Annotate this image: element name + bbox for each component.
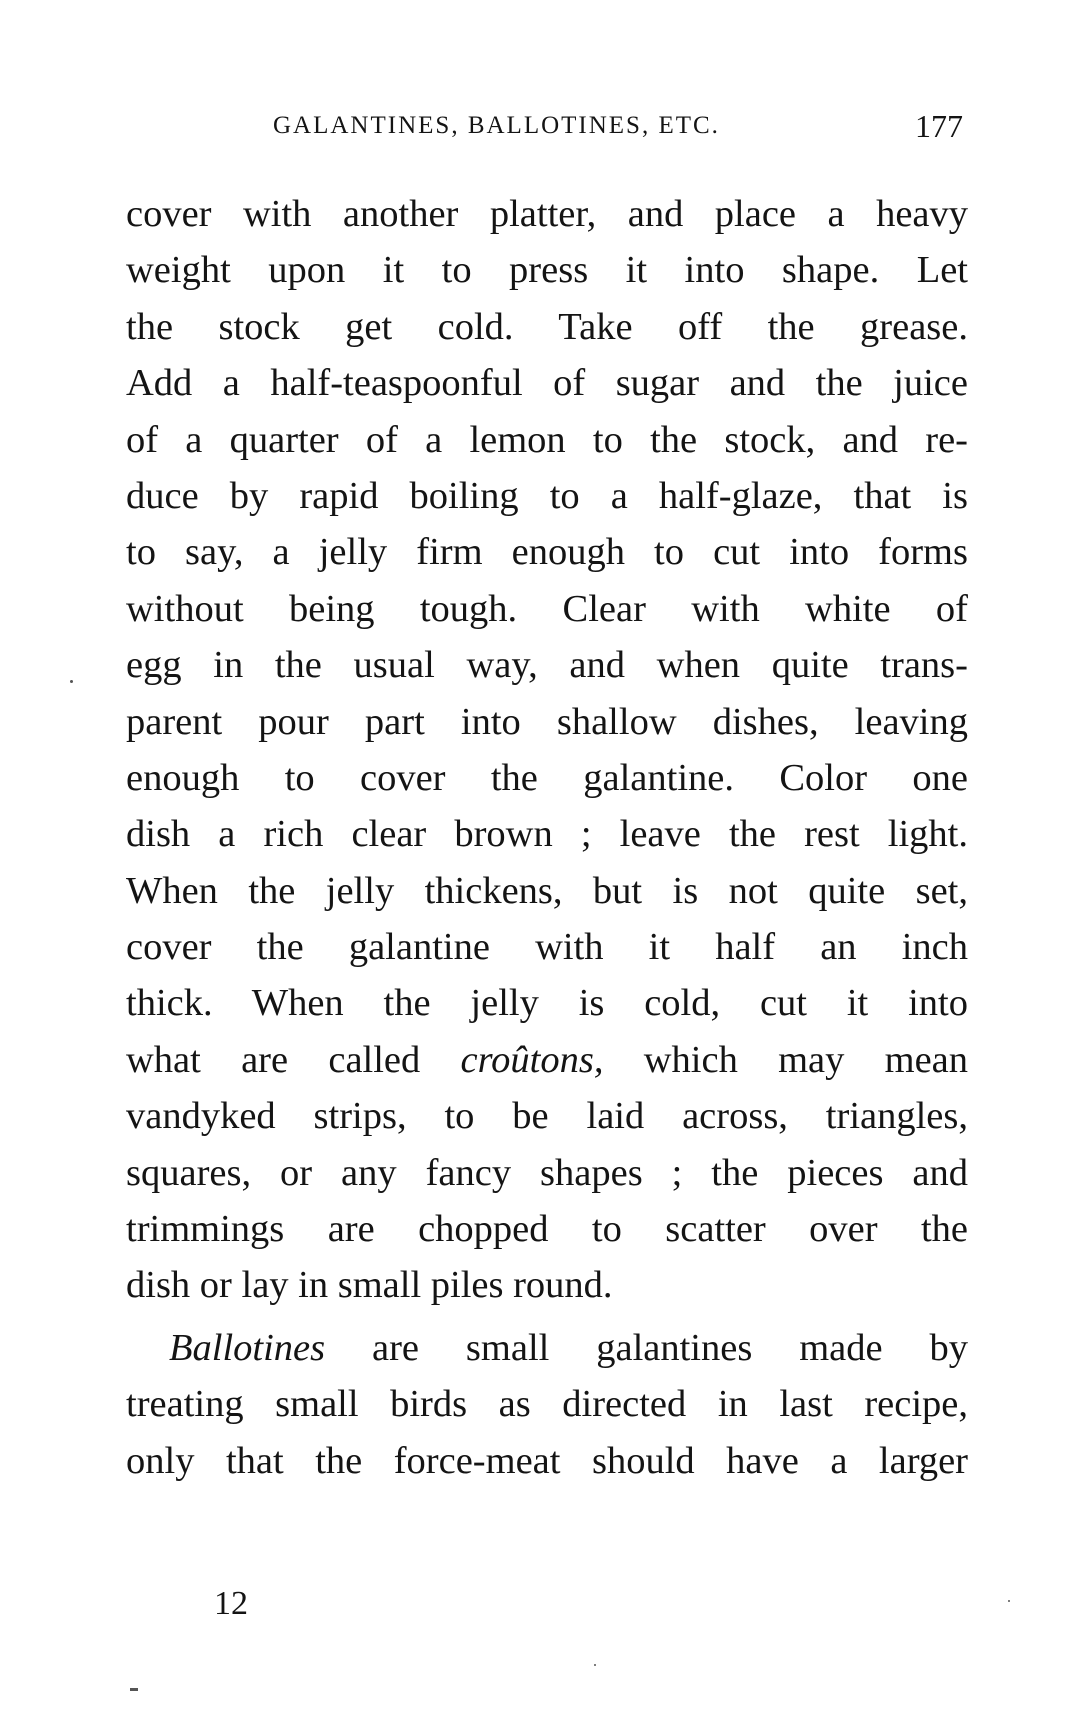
- text-line: to say, a jelly firm enough to cut into forms: [126, 531, 968, 574]
- text-line: [126, 1032, 968, 1088]
- paragraph-2: [126, 1320, 968, 1489]
- paragraph-1: [126, 186, 968, 1314]
- text-line: egg in the usual way, and when quite trans-: [126, 644, 968, 687]
- text-line: thick. When the jelly is cold, cut it into: [126, 982, 968, 1025]
- italic-term: croûtons,: [460, 1038, 604, 1081]
- body-text: [126, 186, 968, 1489]
- text-line: vandyked strips, to be laid across, triangles,: [126, 1095, 968, 1138]
- paper-speck: [130, 1688, 138, 1691]
- paper-speck: [594, 1664, 596, 1666]
- signature-mark: 12: [214, 1585, 248, 1622]
- text-line: of a quarter of a lemon to the stock, and re-: [126, 418, 968, 461]
- text-line: trimmings are chopped to scatter over the: [126, 1208, 968, 1251]
- text-line: cover the galantine with it half an inch: [126, 926, 968, 969]
- text-line: parent pour part into shallow dishes, leaving: [126, 700, 968, 743]
- text-line: squares, or any fancy shapes ; the pieces and: [126, 1151, 968, 1194]
- text-run: are small galantines made by: [325, 1326, 968, 1369]
- text-run: what are called: [126, 1038, 461, 1081]
- paper-speck: [70, 680, 73, 683]
- page-number: 177: [915, 108, 963, 144]
- text-line: Add a half-teaspoonful of sugar and the juice: [126, 362, 968, 405]
- text-line: treating small birds as directed in last recipe,: [126, 1383, 968, 1426]
- text-line: cover with another platter, and place a heavy: [126, 193, 968, 235]
- running-head: GALANTINES, BALLOTINES, ETC.: [273, 112, 720, 139]
- text-line: weight upon it to press it into shape. Let: [126, 249, 968, 292]
- page-header: [273, 108, 963, 152]
- text-run: which may mean: [603, 1038, 969, 1081]
- text-line: only that the force-meat should have a larger: [126, 1439, 968, 1482]
- text-line: dish a rich clear brown ; leave the rest light.: [126, 813, 968, 856]
- italic-term: Ballotines: [169, 1326, 326, 1369]
- text-line: enough to cover the galantine. Color one: [126, 756, 968, 799]
- text-line: the stock get cold. Take off the grease.: [126, 305, 968, 348]
- paper-speck: [1008, 1600, 1010, 1602]
- text-line: dish or lay in small piles round.: [126, 1264, 613, 1307]
- text-line: [126, 1320, 968, 1376]
- text-line: duce by rapid boiling to a half-glaze, that is: [126, 474, 968, 517]
- text-line: without being tough. Clear with white of: [126, 587, 968, 630]
- text-line: When the jelly thickens, but is not quite set,: [126, 869, 968, 912]
